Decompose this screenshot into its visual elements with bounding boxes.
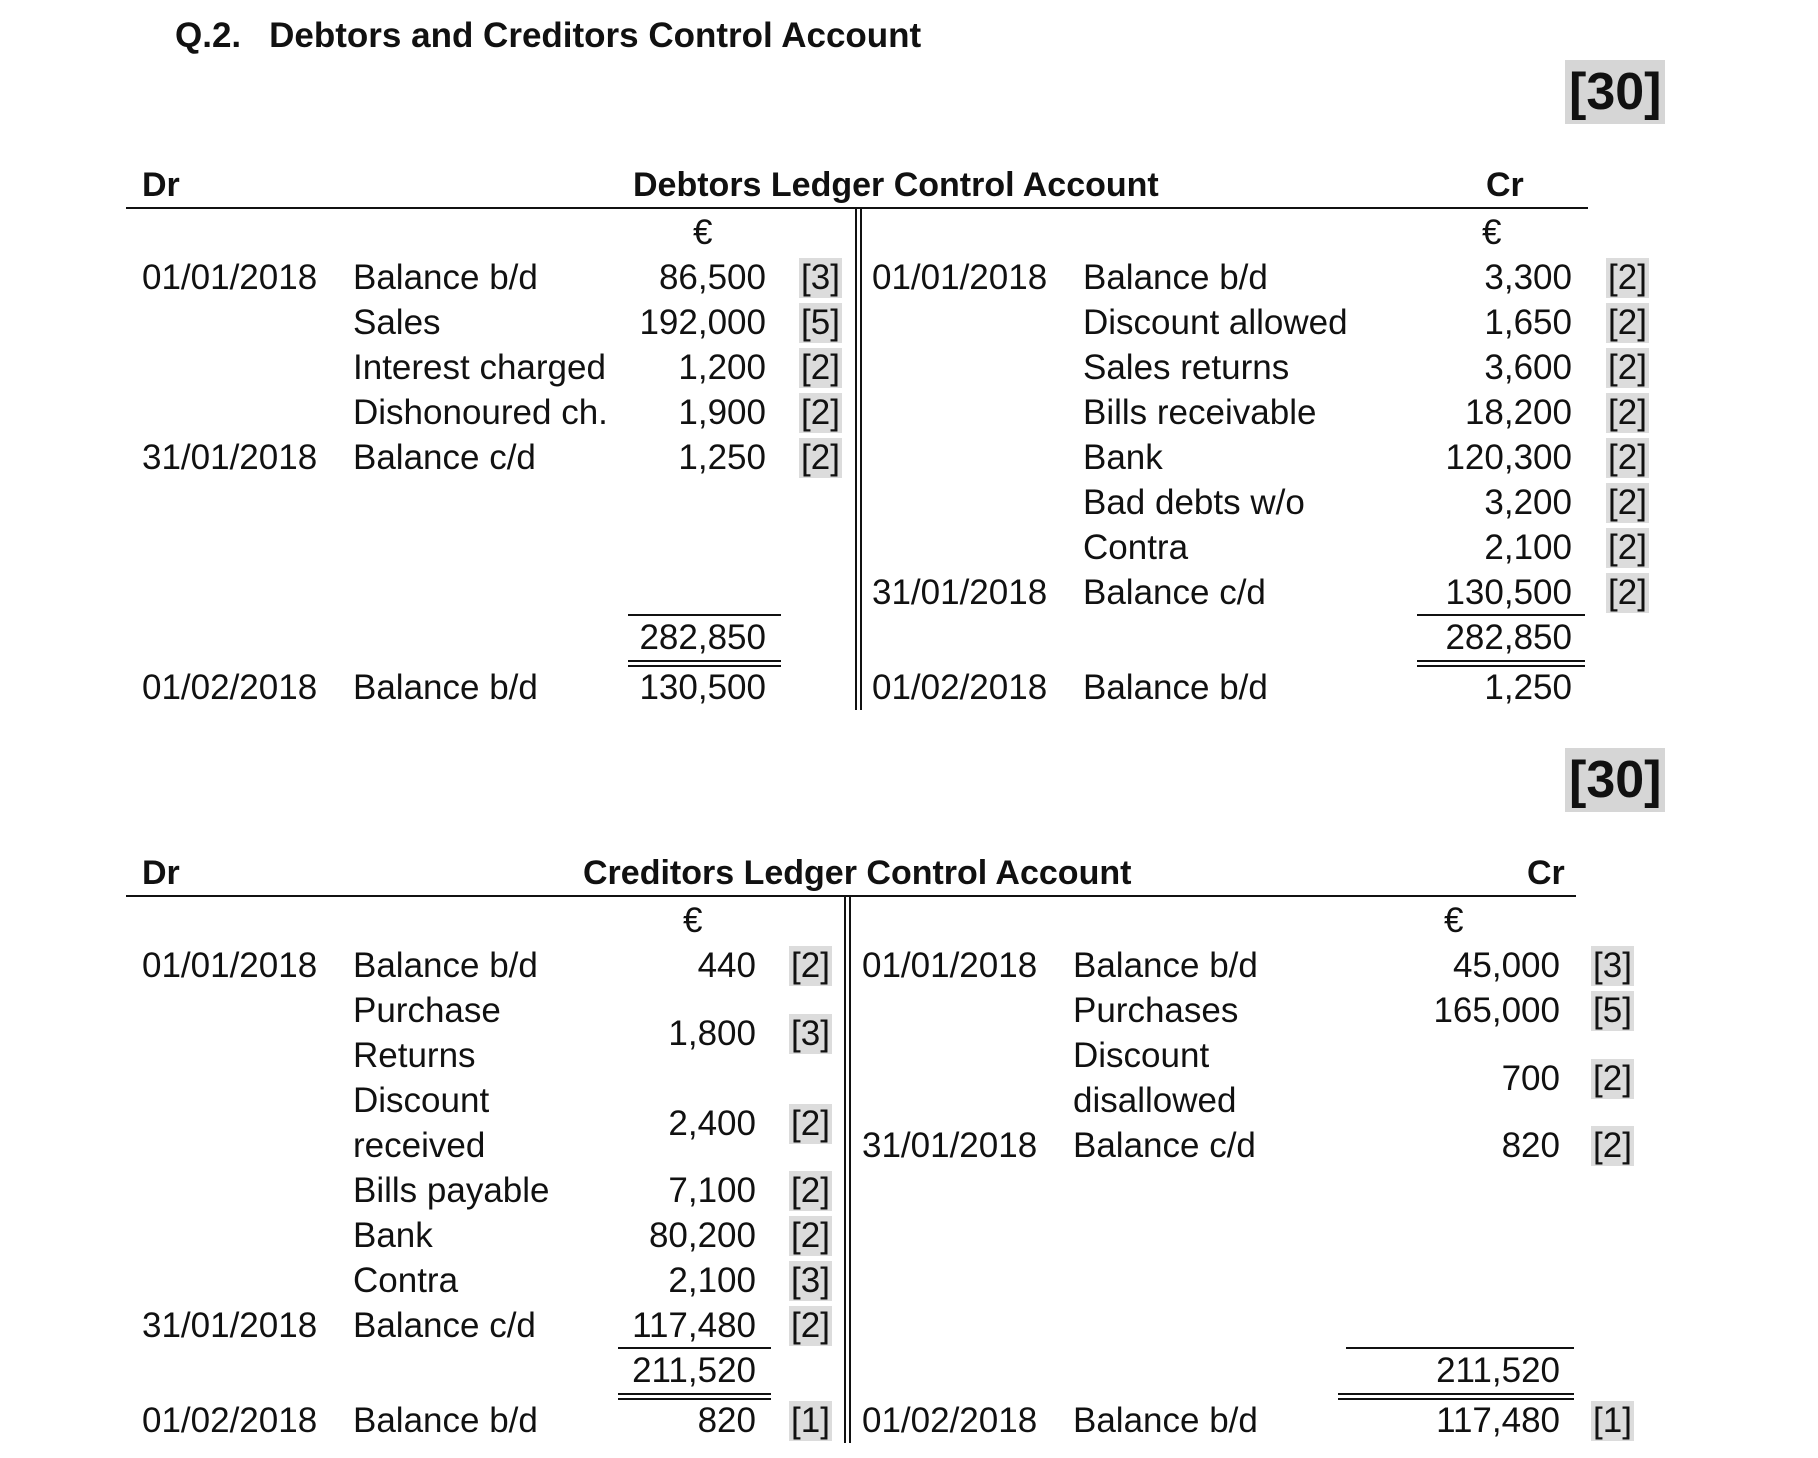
entry-amount: 1,900 xyxy=(678,393,766,432)
creditors-left-total-rule xyxy=(618,1347,771,1349)
entry-amount: 130,500 xyxy=(1445,573,1572,612)
entry-mark: [3] xyxy=(791,1261,830,1300)
entry-mark: [5] xyxy=(1593,991,1632,1030)
creditors-closing-right-desc: Balance b/d xyxy=(1073,1401,1258,1440)
creditors-dr-label: Dr xyxy=(142,854,180,892)
debtors-account-title: Debtors Ledger Control Account xyxy=(633,166,1159,204)
entry-amount: 120,300 xyxy=(1445,438,1572,477)
debtors-closing-left-date: 01/02/2018 xyxy=(142,668,318,707)
creditors-currency-left: € xyxy=(683,901,703,940)
entry-amount: 2,400 xyxy=(668,1103,756,1143)
entry-mark: [2] xyxy=(791,1306,830,1345)
entry-amount: 440 xyxy=(697,946,756,985)
debtors-cr-label: Cr xyxy=(1486,166,1524,204)
entry-mark: [3] xyxy=(801,258,840,297)
entry-description: Interest charged xyxy=(353,348,606,387)
question-title: Debtors and Creditors Control Account xyxy=(269,16,922,55)
entry-description: Balance b/d xyxy=(1083,258,1268,297)
entry-mark: [2] xyxy=(1608,348,1647,387)
entry-amount: 3,200 xyxy=(1484,483,1572,522)
debtors-left-total: 282,850 xyxy=(639,618,766,657)
entry-description: Balance b/d xyxy=(1073,946,1258,985)
creditors-closing-right-date: 01/02/2018 xyxy=(862,1401,1038,1440)
entry-mark: [2] xyxy=(1608,573,1647,612)
entry-description: Discount allowed xyxy=(1083,303,1348,342)
debtors-right-total-double-rule xyxy=(1417,660,1585,667)
entry-mark: [2] xyxy=(1593,1126,1632,1165)
creditors-left-total-double-rule xyxy=(618,1393,771,1400)
debtors-currency-right: € xyxy=(1482,213,1502,252)
entry-date: 31/01/2018 xyxy=(142,438,318,477)
entry-amount: 165,000 xyxy=(1433,991,1560,1030)
entry-description: Contra xyxy=(353,1261,459,1300)
entry-mark: [2] xyxy=(1593,1058,1632,1098)
creditors-currency-right: € xyxy=(1444,901,1464,940)
creditors-account-title: Creditors Ledger Control Account xyxy=(583,854,1132,892)
entry-amount: 700 xyxy=(1501,1058,1560,1098)
creditors-right-total: 211,520 xyxy=(1436,1351,1560,1390)
entry-mark: [2] xyxy=(1608,528,1647,567)
entry-mark: [5] xyxy=(801,303,840,342)
entry-date: 01/01/2018 xyxy=(862,946,1038,985)
entry-mark: [2] xyxy=(1608,258,1647,297)
creditors-total-marks: [30] xyxy=(1565,748,1665,812)
debtors-center-divider xyxy=(855,209,862,710)
entry-amount: 1,250 xyxy=(678,438,766,477)
entry-description: Balance c/d xyxy=(353,1306,536,1345)
entry-amount: 2,100 xyxy=(1484,528,1572,567)
debtors-left-total-double-rule xyxy=(628,660,781,667)
entry-amount: 1,800 xyxy=(668,1013,756,1053)
entry-description: Bad debts w/o xyxy=(1083,483,1305,522)
entry-description-line2: received xyxy=(353,1126,486,1165)
debtors-closing-left-amount: 130,500 xyxy=(639,668,766,707)
entry-mark: [2] xyxy=(801,348,840,387)
entry-date: 01/01/2018 xyxy=(142,946,318,985)
creditors-right-total-rule xyxy=(1346,1347,1574,1349)
entry-description: Contra xyxy=(1083,528,1189,567)
entry-mark: [2] xyxy=(791,1216,830,1255)
entry-description: Bills receivable xyxy=(1083,393,1317,432)
entry-amount: 2,100 xyxy=(668,1261,756,1300)
entry-description: Purchases xyxy=(1073,991,1239,1030)
debtors-left-total-rule xyxy=(628,614,781,616)
debtors-closing-right-desc: Balance b/d xyxy=(1083,668,1268,707)
entry-amount: 3,600 xyxy=(1484,348,1572,387)
question-number: Q.2. xyxy=(175,16,242,55)
debtors-currency-left: € xyxy=(693,213,713,252)
entry-amount: 3,300 xyxy=(1484,258,1572,297)
entry-description: Sales returns xyxy=(1083,348,1290,387)
entry-description: Balance c/d xyxy=(353,438,536,477)
entry-description: Balance b/d xyxy=(353,258,538,297)
entry-description: Balance c/d xyxy=(1073,1126,1256,1165)
entry-description: Bank xyxy=(1083,438,1163,477)
question-heading xyxy=(175,16,921,56)
entry-description: Bills payable xyxy=(353,1171,550,1210)
creditors-closing-left-amount: 820 xyxy=(697,1401,756,1440)
entry-date: 31/01/2018 xyxy=(142,1306,318,1345)
entry-description-line2: Returns xyxy=(353,1036,476,1075)
debtors-right-total-rule xyxy=(1417,614,1585,616)
entry-description-line2: disallowed xyxy=(1073,1081,1237,1120)
entry-date: 01/01/2018 xyxy=(872,258,1048,297)
creditors-closing-right-mark: [1] xyxy=(1593,1401,1632,1440)
entry-amount: 45,000 xyxy=(1452,946,1560,985)
creditors-closing-right-amount: 117,480 xyxy=(1436,1401,1560,1440)
creditors-right-total-double-rule xyxy=(1338,1393,1574,1400)
creditors-header-rule xyxy=(126,895,1576,897)
entry-date: 31/01/2018 xyxy=(862,1126,1038,1165)
entry-mark: [2] xyxy=(1608,393,1647,432)
entry-mark: [2] xyxy=(791,1171,830,1210)
entry-mark: [2] xyxy=(791,946,830,985)
creditors-center-divider xyxy=(844,897,851,1443)
entry-amount: 7,100 xyxy=(668,1171,756,1210)
entry-mark: [3] xyxy=(1593,946,1632,985)
entry-mark: [2] xyxy=(1608,483,1647,522)
creditors-left-total: 211,520 xyxy=(632,1351,756,1390)
entry-amount: 86,500 xyxy=(658,258,766,297)
entry-description: Purchase xyxy=(353,991,501,1030)
entry-date: 01/01/2018 xyxy=(142,258,318,297)
entry-description: Discount xyxy=(353,1081,490,1120)
creditors-closing-left-mark: [1] xyxy=(791,1401,830,1440)
entry-description: Balance c/d xyxy=(1083,573,1266,612)
creditors-cr-label: Cr xyxy=(1527,854,1565,892)
entry-description: Bank xyxy=(353,1216,433,1255)
debtors-total-marks: [30] xyxy=(1565,60,1665,124)
debtors-closing-right-amount: 1,250 xyxy=(1484,668,1572,707)
entry-amount: 18,200 xyxy=(1464,393,1572,432)
debtors-closing-left-desc: Balance b/d xyxy=(353,668,538,707)
entry-mark: [2] xyxy=(801,393,840,432)
entry-amount: 80,200 xyxy=(648,1216,756,1255)
entry-amount: 192,000 xyxy=(639,303,766,342)
entry-mark: [2] xyxy=(801,438,840,477)
entry-mark: [3] xyxy=(791,1013,830,1053)
entry-amount: 1,650 xyxy=(1484,303,1572,342)
entry-amount: 1,200 xyxy=(678,348,766,387)
creditors-closing-left-desc: Balance b/d xyxy=(353,1401,538,1440)
entry-mark: [2] xyxy=(1608,438,1647,477)
entry-date: 31/01/2018 xyxy=(872,573,1048,612)
debtors-closing-right-date: 01/02/2018 xyxy=(872,668,1048,707)
entry-mark: [2] xyxy=(791,1103,830,1143)
creditors-closing-left-date: 01/02/2018 xyxy=(142,1401,318,1440)
entry-description: Discount xyxy=(1073,1036,1210,1075)
entry-mark: [2] xyxy=(1608,303,1647,342)
debtors-right-total: 282,850 xyxy=(1445,618,1572,657)
entry-amount: 117,480 xyxy=(632,1306,756,1345)
entry-amount: 820 xyxy=(1501,1126,1560,1165)
entry-description: Sales xyxy=(353,303,441,342)
entry-description: Dishonoured ch. xyxy=(353,393,608,432)
entry-description: Balance b/d xyxy=(353,946,538,985)
debtors-dr-label: Dr xyxy=(142,166,180,204)
